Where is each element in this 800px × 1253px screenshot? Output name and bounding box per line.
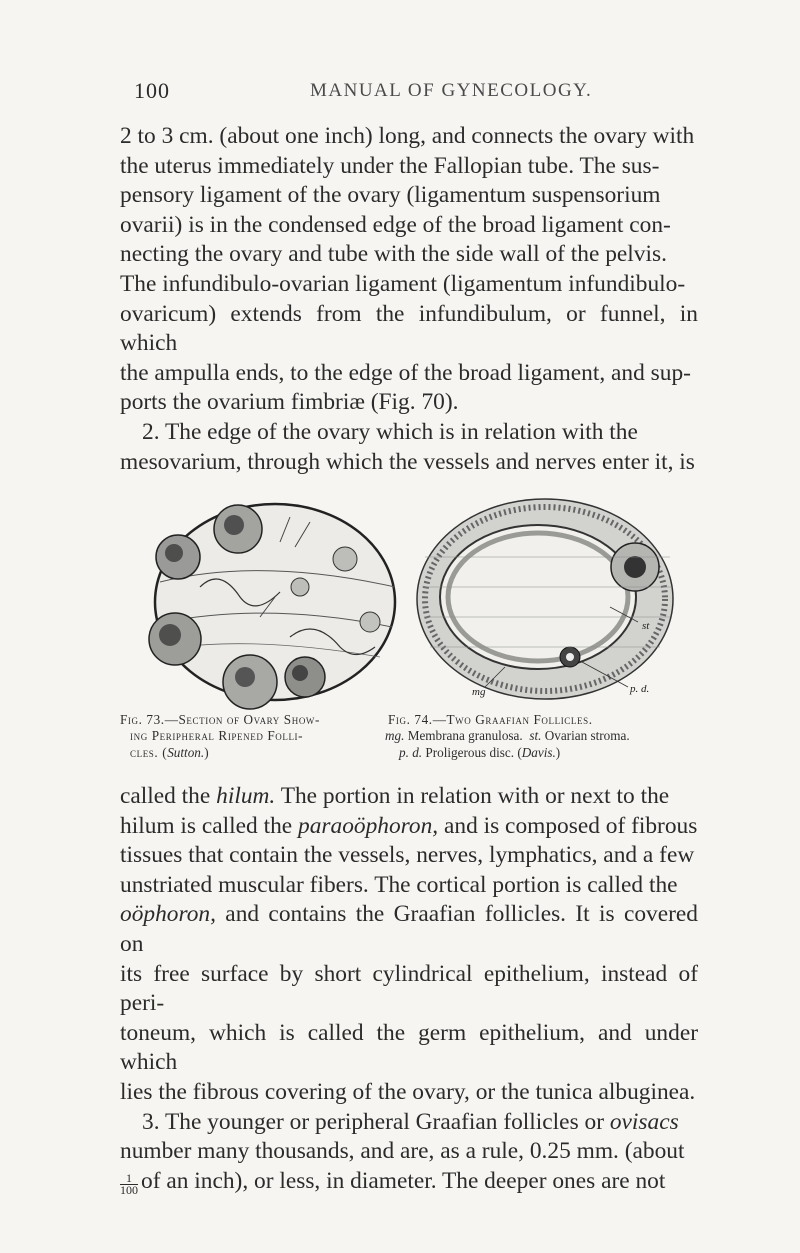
label-mg: mg	[472, 686, 486, 698]
text-line: necting the ovary and tube with the side wall of the pelvis.	[120, 241, 667, 268]
text-line: mesovarium, through which the vessels and nerves enter it, is	[120, 448, 695, 475]
label-pd: p. d.	[630, 683, 650, 695]
page-number: 100	[134, 78, 170, 103]
text-line	[120, 1167, 698, 1197]
page-header	[120, 78, 700, 108]
text-line: the uterus immediately under the Fallopian tube. The sus-	[120, 152, 660, 179]
text-line	[120, 900, 698, 959]
caption-text: Membrana granulosa.	[404, 728, 523, 744]
top-paragraph	[120, 122, 698, 477]
caption-line: Fig. 74.—Two Graafian Follicles.	[388, 712, 593, 727]
caption-abbr: mg.	[385, 728, 405, 744]
term-oophoron: oöphoron,	[120, 901, 216, 928]
caption-text: Proligerous disc. (	[422, 744, 522, 760]
caption-credit: Sutton.	[167, 744, 205, 760]
bottom-paragraph	[120, 782, 698, 1196]
text-line: The infundibulo-ovarian ligament (ligamentum infundibulo-	[120, 270, 686, 297]
figure-73	[140, 487, 410, 712]
caption-text: Ovarian stroma.	[541, 728, 630, 744]
text-line: 2 to 3 cm. (about one inch) long, and connects the ovary with	[120, 123, 695, 149]
text-span: called the	[120, 783, 217, 809]
text-line: 2. The edge of the ovary which is in relation with the	[142, 418, 638, 445]
text-line: ovaricum) extends from the infundibulum, or funnel, in which	[120, 300, 698, 357]
caption-line	[385, 728, 715, 744]
caption-line	[385, 745, 715, 761]
text-line: the ampulla ends, to the edge of the broad ligament, and sup-	[120, 359, 691, 386]
caption-fig-73	[120, 712, 360, 761]
label-st: st	[642, 620, 650, 632]
running-head: MANUAL OF GYNECOLOGY.	[310, 80, 593, 101]
fraction-denominator: 100	[120, 1182, 138, 1197]
text-span: The portion in relation with or next to the	[275, 783, 670, 809]
figure-74	[410, 487, 700, 712]
caption-text: )	[204, 744, 209, 760]
graafian-follicles-illustration	[410, 487, 700, 712]
caption-credit: Davis.	[521, 744, 556, 760]
text-line: ports the ovarium fimbriæ (Fig. 70).	[120, 389, 459, 416]
fraction-numerator: 1	[120, 1173, 138, 1185]
figure-captions	[120, 712, 720, 772]
text-line: toneum, which is called the germ epithelium, and under which	[120, 1019, 698, 1076]
text-span: 3. The younger or peripheral Graafian follicles or	[142, 1108, 610, 1135]
term-ovisacs: ovisacs	[609, 1108, 679, 1135]
figures-row	[120, 487, 700, 712]
caption-line	[120, 745, 360, 761]
caption-text: cles. (	[130, 744, 168, 760]
text-line: unstriated muscular fibers. The cortical portion is called the	[120, 871, 678, 898]
text-span: and is composed of fibrous	[438, 812, 698, 839]
caption-line: ing Peripheral Ripened Folli-	[130, 728, 304, 744]
text-line: ovarii) is in the condensed edge of the broad ligament con-	[120, 211, 671, 238]
caption-fig-74	[385, 712, 715, 761]
text-span: hilum is called the	[120, 812, 298, 839]
text-span: of an inch), or less, in diameter. The deeper ones are not	[141, 1167, 666, 1194]
text-line	[120, 1108, 698, 1138]
term-paraoophoron: paraoöphoron,	[298, 812, 439, 839]
text-span: and contains the Graafian follicles. It is covered on	[120, 901, 698, 957]
text-line: number many thousands, and are, as a rule, 0.25 mm. (about	[120, 1138, 685, 1165]
text-line: lies the fibrous covering of the ovary, or the tunica albuginea.	[120, 1078, 696, 1105]
text-line: tissues that contain the vessels, nerves, lymphatics, and a few	[120, 842, 695, 869]
term-hilum: hilum.	[216, 783, 276, 809]
text-line	[120, 782, 698, 812]
caption-text: )	[555, 744, 561, 760]
ovary-section-illustration	[140, 487, 410, 712]
caption-abbr: st.	[529, 728, 542, 744]
text-line: its free surface by short cylindrical epithelium, instead of peri-	[120, 960, 698, 1017]
caption-abbr: p. d.	[399, 744, 423, 760]
fraction	[120, 1170, 138, 1197]
caption-line: Fig. 73.—Section of Ovary Show-	[120, 712, 321, 727]
text-line: pensory ligament of the ovary (ligamentum suspensorium	[120, 182, 661, 209]
text-line	[120, 812, 698, 842]
